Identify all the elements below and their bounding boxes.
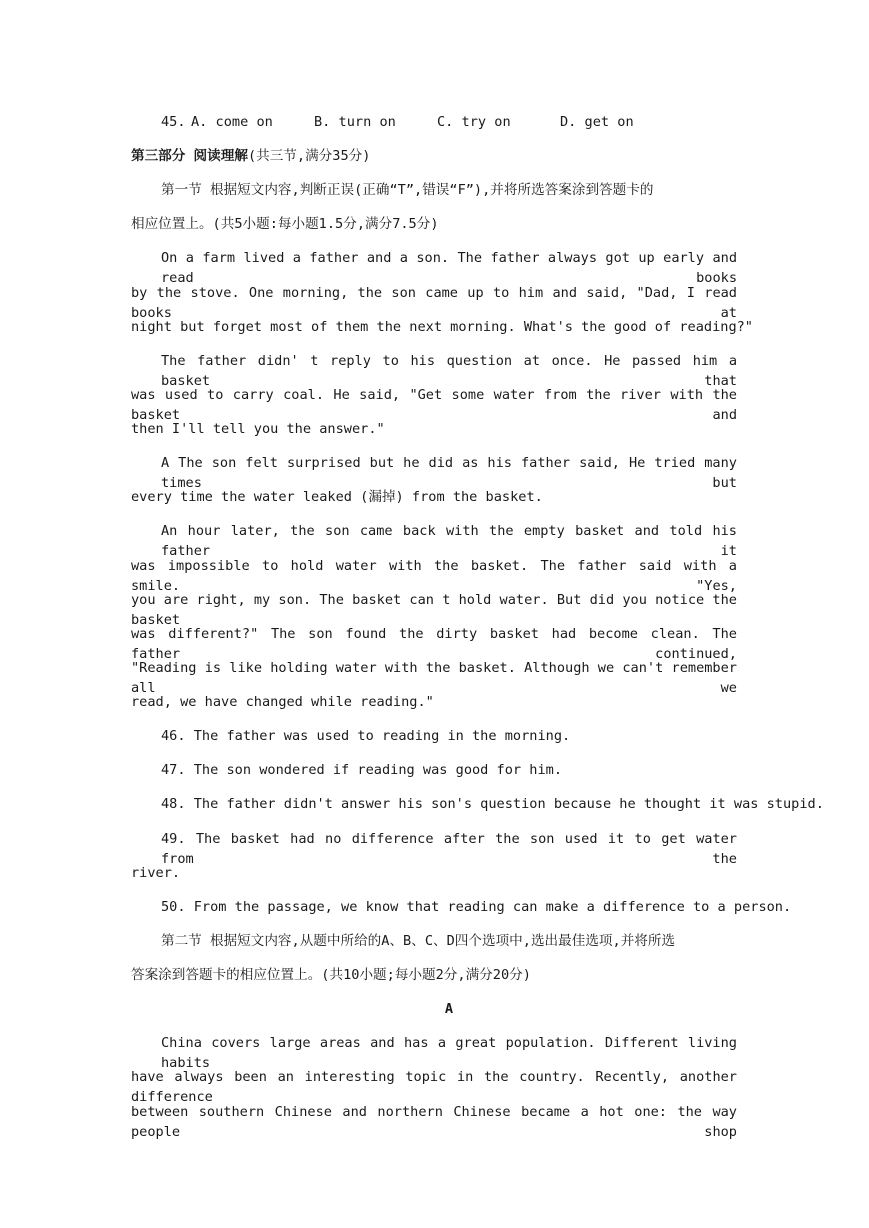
option-a: A. come on [191,114,273,130]
passage1-line: night but forget most of them the next morning. What's the good of reading?" [131,319,753,335]
question-49: 49. The basket had no difference after the son used it to get water from the [161,831,737,867]
passage1-line: On a farm lived a father and a son. The father always got up early and read books [161,250,737,286]
question-48: 48. The father didn't answer his son's question because he thought it was stupid. [161,796,824,812]
passage-a-heading: A [444,1001,454,1017]
passage1-line: every time the water leaked (漏掉) from the basket. [131,489,543,505]
section2-instructions-line1: 第二节 根据短文内容,从题中所给的A、B、C、D四个选项中,选出最佳选项,并将所选 [161,933,676,949]
option-c: C. try on [437,114,511,130]
part3-heading [131,146,737,166]
part3-title: 第三部分 阅读理解 [131,148,248,164]
question-46: 46. The father was used to reading in the morning. [161,728,571,744]
question-47: 47. The son wondered if reading was good for him. [161,762,563,778]
question-number: 45. [161,114,186,130]
passage1-line: was used to carry coal. He said, "Get some water from the river with the basket and [131,387,737,423]
section1-instructions-line1: 第一节 根据短文内容,判断正误(正确“T”,错误“F”),并将所选答案涂到答题卡的 [161,182,654,198]
passage1-line: was different?" The son found the dirty basket had become clean. The father continued, [131,626,737,662]
passage1-line: then I'll tell you the answer." [131,421,385,437]
passage1-line: A The son felt surprised but he did as his father said, He tried many times but [161,455,737,491]
passage-a-line: have always been an interesting topic in the country. Recently, another difference [131,1069,737,1105]
question-45 [161,112,737,132]
passage-a-line: between southern Chinese and northern Chinese became a hot one: the way people shop [131,1104,737,1140]
passage1-line: The father didn' t reply to his question at once. He passed him a basket that [161,353,737,389]
passage1-line: read, we have changed while reading." [131,694,434,710]
section1-instructions-line2: 相应位置上。(共5小题:每小题1.5分,满分7.5分) [131,216,439,232]
option-d: D. get on [560,114,634,130]
passage1-line: "Reading is like holding water with the basket. Although we can't remember all we [131,660,737,696]
passage1-line: was impossible to hold water with the basket. The father said with a smile. "Yes, [131,558,737,594]
passage1-line: by the stove. One morning, the son came up to him and said, "Dad, I read books at [131,285,737,321]
passage-a-line: China covers large areas and has a great population. Different living habits [161,1035,737,1071]
passage1-line: An hour later, the son came back with the empty basket and told his father it [161,523,737,559]
option-b: B. turn on [314,114,396,130]
passage1-line: you are right, my son. The basket can t hold water. But did you notice the basket [131,592,737,628]
question-49-continued: river. [131,865,181,881]
part3-note: (共三节,满分35分) [247,148,371,164]
question-50: 50. From the passage, we know that reading can make a difference to a person. [161,899,792,915]
section2-instructions-line2: 答案涂到答题卡的相应位置上。(共10小题;每小题2分,满分20分) [131,967,531,983]
